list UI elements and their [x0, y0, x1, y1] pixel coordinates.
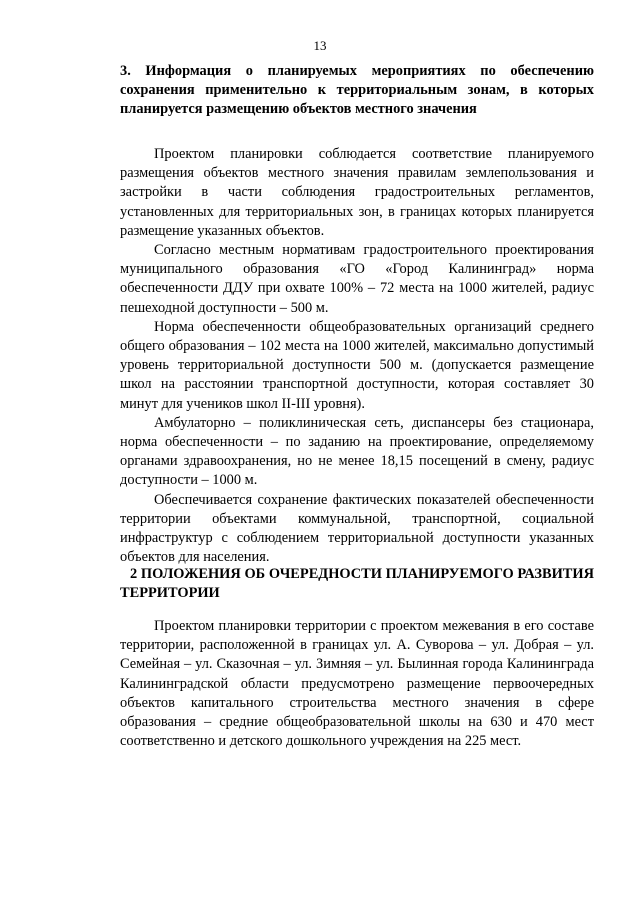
- paragraph: Проектом планировки территории с проектом межевания в его составе территории, расположенной в границах ул. А. Суворова – ул. Добрая – ул. Семейная – ул. Сказочная – ул. Зимняя – ул. Былинная города Калининграда Калининградской области предусмотрено размещение первоочередных объектов капитального строительства местного значения в сфере образования – средние общеобразовательной школы на 630 и 470 мест соответственно и детского дошкольного учреждения на 225 мест.: [120, 618, 594, 750]
- section-3-body: [120, 145, 594, 567]
- paragraph: Амбулаторно – поликлиническая сеть, диспансеры без стационара, норма обеспеченности – по заданию на проектирование, определяемому органами здравоохранения, но не менее 18,15 посещений в смену, радиус доступности – 1000 м.: [120, 414, 594, 489]
- paragraph: Согласно местным нормативам градостроительного проектирования муниципального образования «ГО «Город Калининград» норма обеспеченности ДДУ при охвате 100% – 72 места на 1000 жителей, радиус пешеходной доступности – 500 м.: [120, 242, 594, 316]
- section-2-body: [120, 617, 594, 751]
- section-3-heading-block: [120, 62, 594, 119]
- section-3-heading: 3. Информация о планируемых мероприятиях по обеспечению сохранения применительно к территориальным зонам, в которых планируется размещению объектов местного значения: [120, 63, 594, 117]
- paragraph: Норма обеспеченности общеобразовательных организаций среднего общего образования – 102 места на 1000 жителей, максимально допустимый уровень территориальной доступности 500 м. (допускается размещение школ на расстоянии транспортной доступности, которая составляет 30 минут для учеников школ II-III уровня).: [120, 318, 594, 412]
- paragraph: Обеспечивается сохранение фактических показателей обеспеченности территории объектами коммунальной, транспортной, социальной инфраструктур с соблюдением территориальной доступности указанных объектов для населения.: [120, 491, 594, 566]
- paragraph: Проектом планировки соблюдается соответствие планируемого размещения объектов местного значения правилам землепользования и застройки в части соблюдения градостроительных регламентов, установленных для территориальных зон, в границах которых планируется размещение указанных объектов.: [120, 146, 594, 239]
- section-2-heading-block: [120, 565, 594, 603]
- page-number: 13: [313, 38, 327, 53]
- section-2-heading: 2 ПОЛОЖЕНИЯ ОБ ОЧЕРЕДНОСТИ ПЛАНИРУЕМОГО РАЗВИТИЯ ТЕРРИТОРИИ: [120, 566, 594, 601]
